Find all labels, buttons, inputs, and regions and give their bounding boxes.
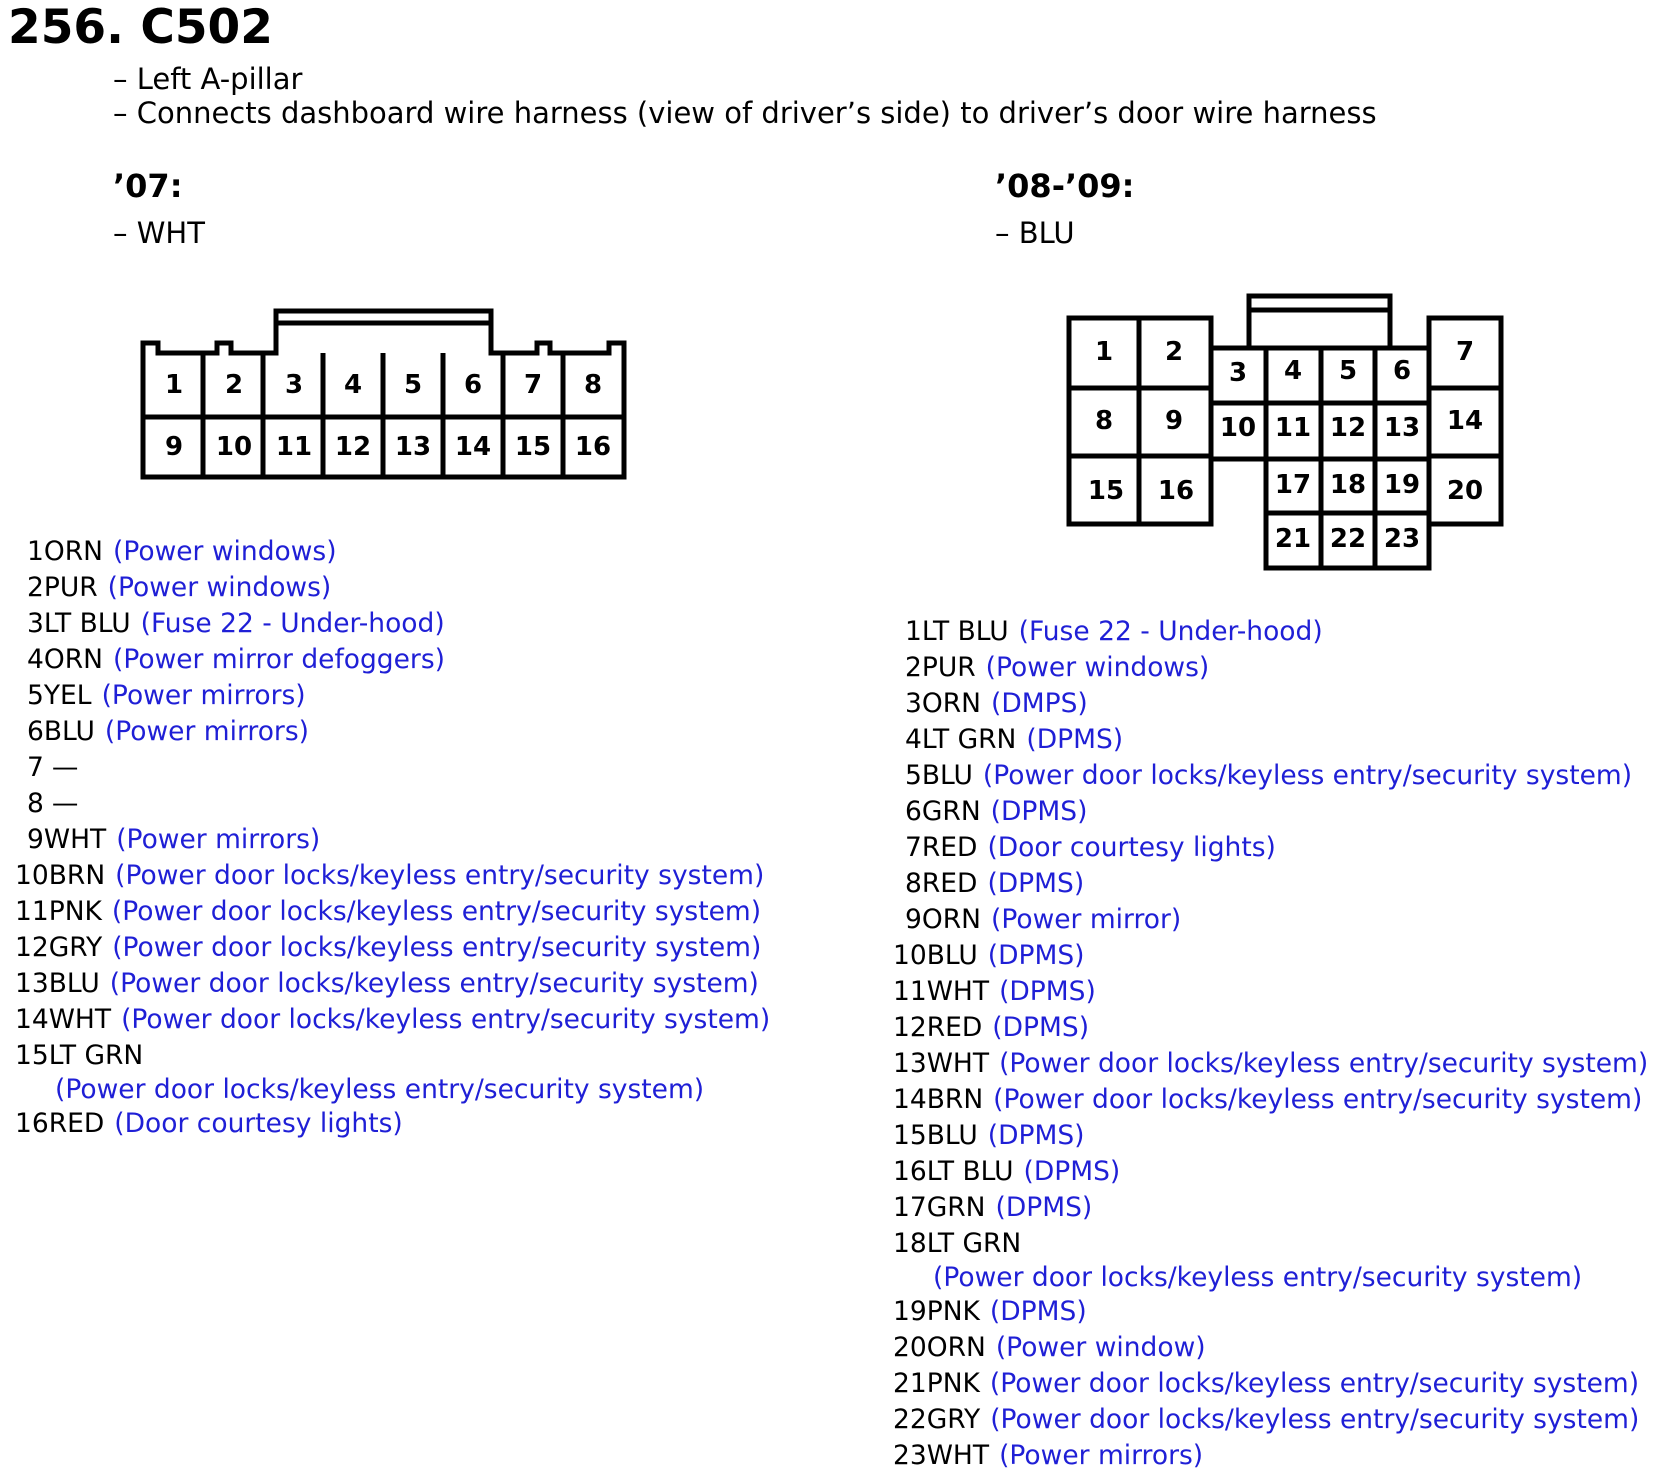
version-07-color: – WHT — [113, 216, 205, 250]
pin-number: 23 — [893, 1440, 927, 1471]
pin-entry — [893, 614, 1648, 650]
pin-entry — [15, 714, 770, 750]
pin-label: 17 — [1274, 470, 1312, 500]
pin-label: 5 — [403, 370, 423, 400]
pin-number: 15 — [15, 1040, 49, 1071]
wire-color: BLU — [48, 968, 100, 999]
pin-label: 8 — [583, 370, 603, 400]
pin-entry — [15, 534, 770, 570]
wire-color: LT GRN — [921, 724, 1017, 755]
wire-color: GRN — [921, 796, 981, 827]
pin-function: — — [51, 752, 79, 783]
pin-number: 12 — [15, 932, 49, 963]
pin-entry — [15, 606, 770, 642]
pin-label: 13 — [394, 432, 432, 462]
pin-number: 3 — [905, 688, 922, 719]
pin-entry — [893, 758, 1648, 794]
wire-color: ORN — [43, 536, 103, 567]
pin-label: 10 — [215, 432, 253, 462]
page-title: 256. C502 — [8, 0, 273, 55]
pin-number: 11 — [893, 976, 927, 1007]
pin-number: 22 — [893, 1404, 927, 1435]
wire-color: LT BLU — [921, 616, 1009, 647]
pin-label: 2 — [1164, 337, 1184, 367]
pin-number: 14 — [15, 1004, 49, 1035]
pin-entry — [893, 1010, 1648, 1046]
pin-function: (Power door locks/keyless entry/security system) — [933, 1262, 1583, 1293]
pin-entry — [15, 1002, 770, 1038]
pin-label: 15 — [514, 432, 552, 462]
wire-color: GRN — [926, 1192, 986, 1223]
pin-function: (DPMS) — [999, 976, 1096, 1007]
pin-entry — [893, 1046, 1648, 1082]
pin-function: (Power door locks/keyless entry/security system) — [111, 896, 762, 927]
version-0809-color: – BLU — [995, 216, 1075, 250]
wire-color: PNK — [48, 896, 102, 927]
pin-number: 21 — [893, 1368, 927, 1399]
wire-color: PNK — [926, 1368, 980, 1399]
pin-label: 22 — [1329, 524, 1367, 554]
pin-number: 9 — [905, 904, 922, 935]
pin-function: (DPMS) — [1023, 1156, 1121, 1187]
pin-label: 7 — [523, 370, 543, 400]
pin-label: 7 — [1455, 337, 1475, 367]
pin-number: 6 — [27, 716, 44, 747]
pin-number: 11 — [15, 896, 49, 927]
pin-number: 19 — [893, 1296, 927, 1327]
version-07-title: ’07: — [113, 167, 183, 205]
pin-entry — [15, 786, 770, 822]
pin-function: (Power mirrors) — [104, 716, 309, 747]
pin-label: 12 — [334, 432, 372, 462]
wire-color: WHT — [926, 1440, 990, 1471]
pin-entry — [893, 1402, 1648, 1438]
pin-label: 1 — [164, 370, 184, 400]
wire-color: RED — [921, 868, 978, 899]
pin-number: 7 — [905, 832, 922, 863]
pin-label: 18 — [1329, 470, 1367, 500]
pin-entry — [15, 858, 770, 894]
wire-color: GRY — [926, 1404, 981, 1435]
pin-function: (Power door locks/keyless entry/security system) — [990, 1404, 1640, 1435]
pin-label: 6 — [463, 370, 483, 400]
wire-color: BLU — [926, 1120, 978, 1151]
pin-list-0809 — [893, 614, 1648, 1474]
pin-function: (DPMS) — [990, 796, 1088, 827]
pin-label: 5 — [1338, 356, 1358, 386]
pin-function: (DMPS) — [990, 688, 1088, 719]
pin-entry — [893, 1118, 1648, 1154]
pin-label: 13 — [1383, 413, 1421, 443]
pin-function: (Power windows) — [107, 572, 332, 603]
pin-entry — [15, 930, 770, 966]
wire-color: PNK — [926, 1296, 980, 1327]
pin-entry — [15, 678, 770, 714]
wire-color: PUR — [921, 652, 976, 683]
pin-entry — [893, 794, 1648, 830]
pin-number: 5 — [905, 760, 922, 791]
pin-entry — [15, 750, 770, 786]
pin-entry — [15, 894, 770, 930]
pin-label: 11 — [1274, 413, 1312, 443]
pin-number: 15 — [893, 1120, 927, 1151]
pin-function: (Power door locks/keyless entry/security system) — [993, 1084, 1643, 1115]
wire-color: RED — [48, 1108, 105, 1139]
wire-color: ORN — [921, 688, 981, 719]
pin-function: (DPMS) — [987, 940, 1085, 971]
pin-function: (Door courtesy lights) — [987, 832, 1276, 863]
pin-entry — [893, 1154, 1648, 1190]
pin-entry — [15, 642, 770, 678]
pin-label: 20 — [1446, 476, 1484, 506]
pin-number: 10 — [893, 940, 927, 971]
pin-number: 20 — [893, 1332, 927, 1363]
pin-function: (Power windows) — [985, 652, 1210, 683]
pin-function: (Power door locks/keyless entry/security system) — [989, 1368, 1640, 1399]
wire-color: LT BLU — [43, 608, 131, 639]
pin-number: 18 — [893, 1228, 927, 1259]
pin-label: 9 — [1164, 406, 1184, 436]
pin-number: 17 — [893, 1192, 927, 1223]
pin-entry — [893, 866, 1648, 902]
pin-function: (Power mirrors) — [999, 1440, 1204, 1471]
pin-label: 3 — [284, 370, 304, 400]
pin-function: (DPMS) — [987, 1120, 1085, 1151]
pin-entry — [893, 938, 1648, 974]
pin-function: (DPMS) — [1026, 724, 1124, 755]
wire-color: LT BLU — [926, 1156, 1014, 1187]
pin-number: 4 — [905, 724, 922, 755]
pin-entry — [893, 686, 1648, 722]
pin-label: 14 — [454, 432, 492, 462]
pin-label: 4 — [1283, 356, 1303, 386]
wire-color: ORN — [921, 904, 981, 935]
pin-function: (DPMS) — [995, 1192, 1093, 1223]
pin-label: 23 — [1383, 524, 1421, 554]
pin-label: 10 — [1219, 413, 1257, 443]
pin-list-07 — [15, 534, 770, 1142]
pin-number: 16 — [15, 1108, 49, 1139]
pin-function: (Power door locks/keyless entry/security system) — [112, 932, 762, 963]
pin-entry — [15, 822, 770, 858]
pin-number: 4 — [27, 644, 44, 675]
pin-label: 8 — [1094, 406, 1114, 436]
pin-number: 1 — [27, 536, 44, 567]
version-0809-title: ’08-’09: — [995, 167, 1135, 205]
pin-label: 9 — [164, 432, 184, 462]
pin-label: 3 — [1228, 358, 1248, 388]
wire-color: GRY — [48, 932, 103, 963]
pin-number: 7 — [27, 752, 44, 783]
pin-label: 16 — [1157, 476, 1195, 506]
pin-label: 11 — [275, 432, 313, 462]
pin-number: 5 — [27, 680, 44, 711]
wire-color: LT GRN — [926, 1228, 1022, 1259]
pin-function: — — [51, 788, 79, 819]
pin-function: (Power window) — [995, 1332, 1206, 1363]
pin-number: 3 — [27, 608, 44, 639]
pin-number: 1 — [905, 616, 922, 647]
pin-function: (DPMS) — [987, 868, 1085, 899]
pin-number: 2 — [905, 652, 922, 683]
pin-number: 13 — [15, 968, 49, 999]
pin-label: 1 — [1094, 337, 1114, 367]
pin-number: 8 — [27, 788, 44, 819]
wire-color: WHT — [48, 1004, 112, 1035]
pin-number: 10 — [15, 860, 49, 891]
wire-color: WHT — [926, 1048, 990, 1079]
pin-number: 8 — [905, 868, 922, 899]
pin-entry — [893, 1082, 1648, 1118]
pin-function: (Power mirrors) — [116, 824, 321, 855]
pin-number: 12 — [893, 1012, 927, 1043]
pin-entry — [893, 1366, 1648, 1402]
pin-function: (Power door locks/keyless entry/security system) — [999, 1048, 1649, 1079]
wire-color: WHT — [43, 824, 107, 855]
pin-function: (Fuse 22 - Under-hood) — [1018, 616, 1323, 647]
pin-entry — [15, 1038, 770, 1106]
pin-function: (Door courtesy lights) — [114, 1108, 403, 1139]
wire-color: ORN — [926, 1332, 986, 1363]
pin-function: (Power door locks/keyless entry/security system) — [115, 860, 765, 891]
wire-color: LT GRN — [48, 1040, 144, 1071]
pin-label: 12 — [1329, 413, 1367, 443]
pin-function: (Power door locks/keyless entry/security system) — [55, 1074, 705, 1105]
pin-entry — [893, 1190, 1648, 1226]
pin-entry — [893, 722, 1648, 758]
pin-function: (Power mirror defoggers) — [112, 644, 445, 675]
wire-color: BRN — [926, 1084, 984, 1115]
pin-label: 15 — [1087, 476, 1125, 506]
wire-color: ORN — [43, 644, 103, 675]
pin-label: 2 — [224, 370, 244, 400]
pin-entry — [893, 650, 1648, 686]
pin-function: (Power door locks/keyless entry/security system) — [121, 1004, 771, 1035]
pin-number: 6 — [905, 796, 922, 827]
pin-entry — [893, 830, 1648, 866]
connects-line: – Connects dashboard wire harness (view of driver’s side) to driver’s door wire harness — [113, 96, 1377, 130]
connector-0809-diagram — [1066, 293, 1516, 573]
pin-entry — [15, 570, 770, 606]
pin-function: (Power windows) — [112, 536, 337, 567]
connector-07-diagram — [140, 305, 630, 485]
pin-function: (Power door locks/keyless entry/security system) — [982, 760, 1633, 791]
pin-entry — [893, 1226, 1648, 1294]
pin-label: 6 — [1392, 356, 1412, 386]
pin-number: 2 — [27, 572, 44, 603]
pin-entry — [893, 1330, 1648, 1366]
wire-color: BLU — [921, 760, 973, 791]
pin-label: 14 — [1446, 406, 1484, 436]
wire-color: PUR — [43, 572, 98, 603]
wire-color: RED — [921, 832, 978, 863]
pin-function: (Power mirrors) — [101, 680, 306, 711]
pin-number: 9 — [27, 824, 44, 855]
pin-function: (DPMS) — [992, 1012, 1090, 1043]
connector-description — [113, 62, 1377, 130]
pin-function: (Fuse 22 - Under-hood) — [140, 608, 445, 639]
pin-entry — [15, 1106, 770, 1142]
pin-entry — [893, 902, 1648, 938]
pin-function: (Power door locks/keyless entry/security system) — [109, 968, 759, 999]
pin-label: 21 — [1274, 524, 1312, 554]
pin-function: (Power mirror) — [990, 904, 1182, 935]
pin-number: 16 — [893, 1156, 927, 1187]
pin-function: (DPMS) — [989, 1296, 1087, 1327]
wire-color: BRN — [48, 860, 106, 891]
pin-label: 16 — [574, 432, 612, 462]
location-line: – Left A-pillar — [113, 62, 303, 96]
wire-color: YEL — [43, 680, 92, 711]
wire-color: BLU — [926, 940, 978, 971]
pin-number: 13 — [893, 1048, 927, 1079]
pin-entry — [893, 1294, 1648, 1330]
pin-entry — [893, 974, 1648, 1010]
pin-number: 14 — [893, 1084, 927, 1115]
pin-label: 19 — [1383, 470, 1421, 500]
wire-color: RED — [926, 1012, 983, 1043]
pin-entry — [15, 966, 770, 1002]
wire-color: BLU — [43, 716, 95, 747]
wire-color: WHT — [926, 976, 990, 1007]
pin-label: 4 — [343, 370, 363, 400]
